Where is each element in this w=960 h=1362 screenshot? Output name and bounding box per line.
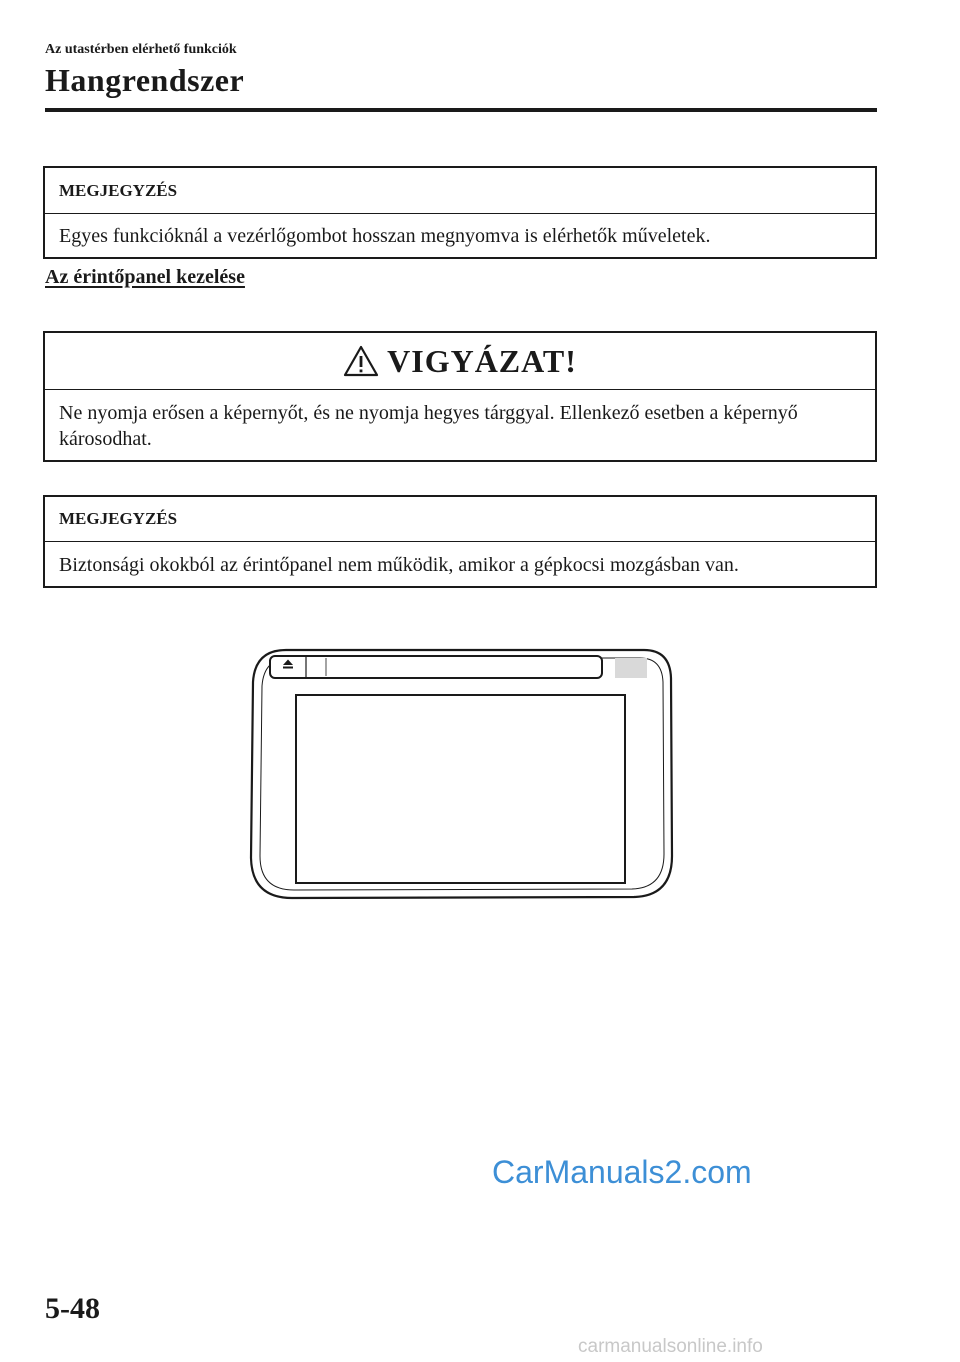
- touch-screen: [296, 695, 625, 883]
- section-heading: Az érintőpanel kezelése: [45, 266, 245, 288]
- page-title: Hangrendszer: [45, 62, 245, 98]
- disc-slot: [270, 656, 602, 678]
- note-heading: MEGJEGYZÉS: [45, 168, 875, 214]
- warning-icon: [343, 345, 379, 377]
- caution-heading-row: [45, 333, 875, 390]
- touch-panel-illustration: [246, 644, 678, 904]
- watermark: CarManuals2.com: [492, 1154, 752, 1190]
- page-number: 5-48: [45, 1292, 100, 1325]
- note-text: Egyes funkcióknál a vezérlőgombot hosszan megnyomva is elérhetők műveletek.: [59, 225, 711, 247]
- caution-box: [43, 331, 877, 462]
- caution-heading: VIGYÁZAT!: [387, 342, 577, 379]
- note-box: [43, 495, 877, 588]
- note-heading: MEGJEGYZÉS: [45, 497, 875, 542]
- note-text: Biztonsági okokból az érintőpanel nem működik, amikor a gépkocsi mozgásban van.: [59, 553, 739, 576]
- sensor-area: [615, 658, 647, 678]
- note-box: [43, 166, 877, 259]
- title-rule: [45, 108, 877, 112]
- footer-site: carmanualsonline.info: [578, 1336, 763, 1357]
- breadcrumb: Az utastérben elérhető funkciók: [45, 42, 237, 57]
- caution-text: Ne nyomja erősen a képernyőt, és ne nyomja hegyes tárggyal. Ellenkező esetben a képernyő károsodhat.: [59, 402, 798, 450]
